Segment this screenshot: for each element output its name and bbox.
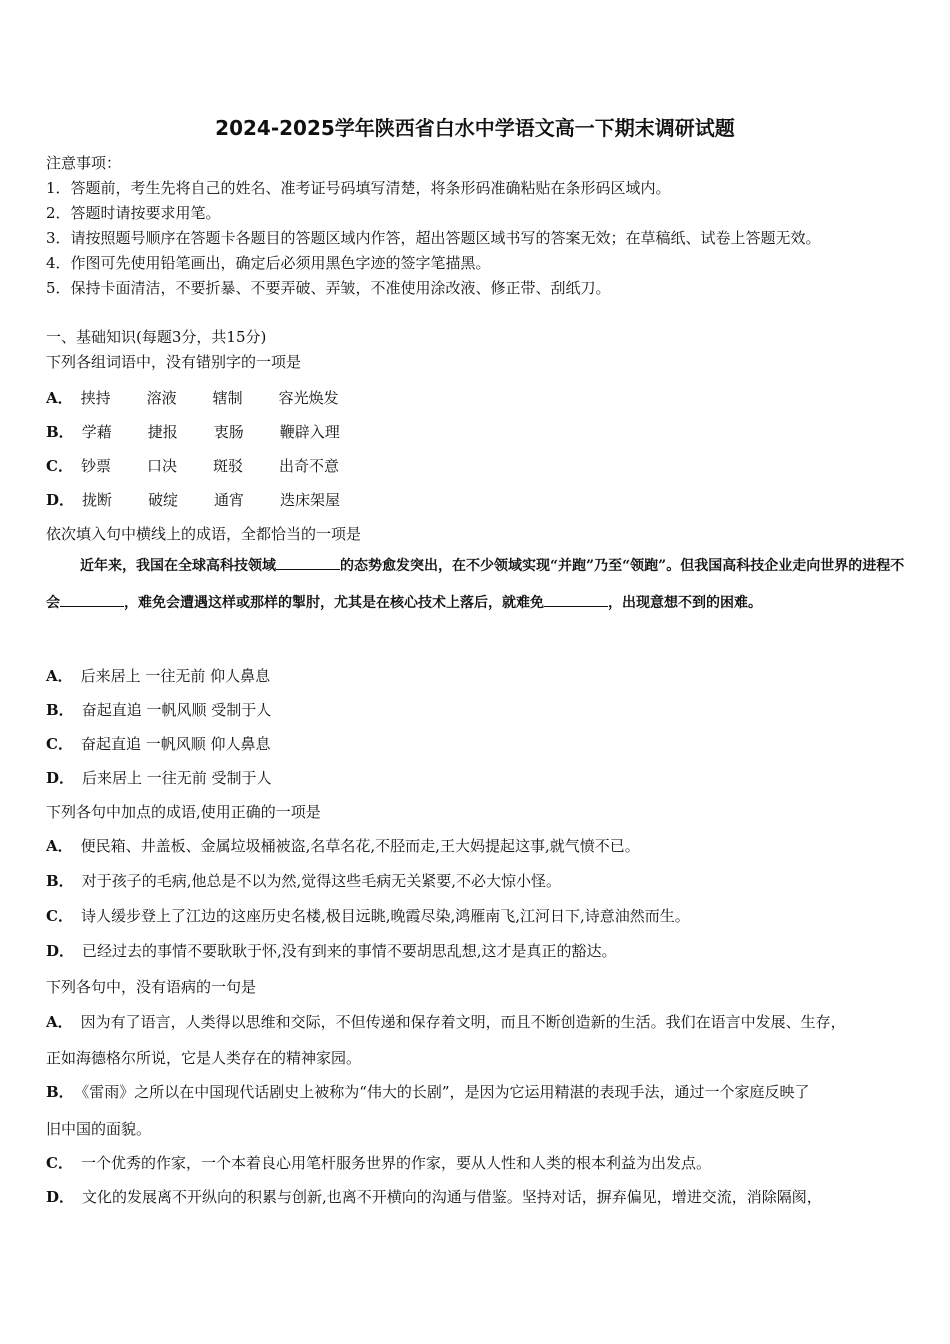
option-word: 鞭辟入理 [279, 423, 340, 441]
option-word: 破绽 [148, 491, 179, 509]
notice-item: 3．请按照题号顺序在答题卡各题目的答题区域内作答，超出答题区域书写的答案无效；在草稿纸、试卷上答题无效。 [46, 229, 821, 247]
notice-item: 1．答题前，考生先将自己的姓名、准考证号码填写清楚，将条形码准确粘贴在条形码区域内。 [46, 179, 671, 197]
question-stem: 下列各句中，没有语病的一句是 [46, 978, 257, 996]
page-title: 2024-2025学年陕西省白水中学语文高一下期末调研试题 [215, 116, 735, 140]
option-word: 学藉 [81, 423, 112, 441]
notice-item: 2．答题时请按要求用笔。 [46, 204, 221, 222]
option-word: 溶液 [146, 389, 177, 407]
option-row [46, 665, 270, 686]
notice-item: 5．保持卡面清洁，不要折暴、不要弄破、弄皱，不准使用涂改液、修正带、刮纸刀。 [46, 279, 611, 297]
passage [46, 548, 906, 622]
passage-text: 近年来，我国在全球高科技领域 [80, 558, 276, 574]
option-word: 迭床架屋 [280, 491, 341, 509]
option-row [46, 421, 340, 442]
option-letter: A． [46, 667, 73, 685]
option-letter: A． [46, 837, 73, 855]
option-letter: D． [46, 942, 75, 960]
option-word: 容光焕发 [278, 389, 339, 407]
option-text: 因为有了语言，人类得以思维和交际，不但传递和保存着文明，而且不断创造新的生活。我们在语言中发展、生存， [80, 1013, 846, 1031]
option-letter: B． [46, 701, 74, 719]
question-stem: 依次填入句中横线上的成语，全都恰当的一项是 [46, 525, 362, 543]
notice-heading: 注意事项： [46, 154, 122, 172]
option-letter: C． [46, 1154, 73, 1172]
option-word: 斑驳 [212, 457, 243, 475]
option-word: 捷报 [147, 423, 178, 441]
option-letter: B． [46, 1083, 74, 1101]
option-word: 衷肠 [213, 423, 244, 441]
passage-text: 的态势愈发突出，在不少领域实现“并跑”乃至“领跑”。但我国高科技企业走向世界的进程不会 [46, 558, 905, 611]
option-text: 后来居上 一往无前 仰人鼻息 [80, 667, 271, 685]
option-row [46, 870, 561, 891]
option-text: 《雷雨》之所以在中国现代话剧史上被称为“伟大的长剧”，是因为它运用精湛的表现手法，通过一个家庭反映了 [81, 1083, 810, 1101]
option-row [46, 387, 339, 408]
option-row [46, 699, 271, 720]
notice-item: 4．作图可先使用铅笔画出，确定后必须用黑色字迹的签字笔描黑。 [46, 254, 491, 272]
option-text: 诗人缓步登上了江边的这座历史名楼,极目远眺,晚霞尽染,鸿雁南飞,江河日下,诗意油然而生。 [80, 907, 690, 925]
option-row [46, 767, 272, 788]
option-word: 挟持 [80, 389, 111, 407]
answer-blank [276, 555, 340, 570]
option-text: 一个优秀的作家，一个本着良心用笔杆服务世界的作家，要从人性和人类的根本利益为出发点。 [80, 1154, 711, 1172]
option-text-continued: 旧中国的面貌。 [46, 1120, 152, 1138]
option-row [46, 1081, 810, 1102]
option-letter: C． [46, 457, 73, 475]
option-row [46, 1186, 822, 1207]
option-text: 已经过去的事情不要耿耿于怀,没有到来的事情不要胡思乱想,这才是真正的豁达。 [82, 942, 617, 960]
option-word: 口决 [146, 457, 177, 475]
section-heading: 一、基础知识(每题3分，共15分) [46, 328, 267, 346]
option-row [46, 1152, 711, 1173]
option-word: 钞票 [80, 457, 111, 475]
answer-blank [544, 592, 608, 607]
option-letter: B． [46, 872, 74, 890]
option-row [46, 940, 617, 961]
option-row [46, 1011, 846, 1032]
option-letter: D． [46, 769, 75, 787]
option-text: 便民箱、井盖板、金属垃圾桶被盗,名草名花,不胫而走,王大妈提起这事,就气愤不已。 [80, 837, 640, 855]
option-letter: D． [46, 1188, 75, 1206]
option-text: 奋起直追 一帆风顺 受制于人 [81, 701, 272, 719]
passage-text: ，难免会遭遇这样或那样的掣肘，尤其是在核心技术上落后，就难免 [124, 595, 544, 611]
option-letter: D． [46, 491, 75, 509]
option-row [46, 489, 340, 510]
option-text-continued: 正如海德格尔所说，它是人类存在的精神家园。 [46, 1049, 362, 1067]
passage-text: ，出现意想不到的困难。 [608, 595, 762, 611]
option-letter: C． [46, 735, 73, 753]
option-text: 后来居上 一往无前 受制于人 [82, 769, 272, 787]
option-row [46, 733, 271, 754]
option-letter: A． [46, 1013, 73, 1031]
question-stem: 下列各组词语中，没有错别字的一项是 [46, 353, 302, 371]
option-word: 拢断 [82, 491, 113, 509]
option-word: 辖制 [212, 389, 243, 407]
option-text: 文化的发展离不开纵向的积累与创新,也离不开横向的沟通与借鉴。坚持对话，摒弃偏见，增进交流，消除隔阂， [82, 1188, 822, 1206]
question-stem: 下列各句中加点的成语,使用正确的一项是 [46, 803, 321, 821]
option-letter: A． [46, 389, 73, 407]
answer-blank [60, 592, 124, 607]
option-word: 通宵 [214, 491, 245, 509]
option-text: 对于孩子的毛病,他总是不以为然,觉得这些毛病无关紧要,不必大惊小怪。 [81, 872, 561, 890]
option-word: 出奇不意 [278, 457, 339, 475]
option-letter: C． [46, 907, 73, 925]
option-row [46, 455, 339, 476]
option-letter: B． [46, 423, 74, 441]
option-row [46, 905, 690, 926]
option-row [46, 835, 640, 856]
option-text: 奋起直追 一帆风顺 仰人鼻息 [80, 735, 271, 753]
